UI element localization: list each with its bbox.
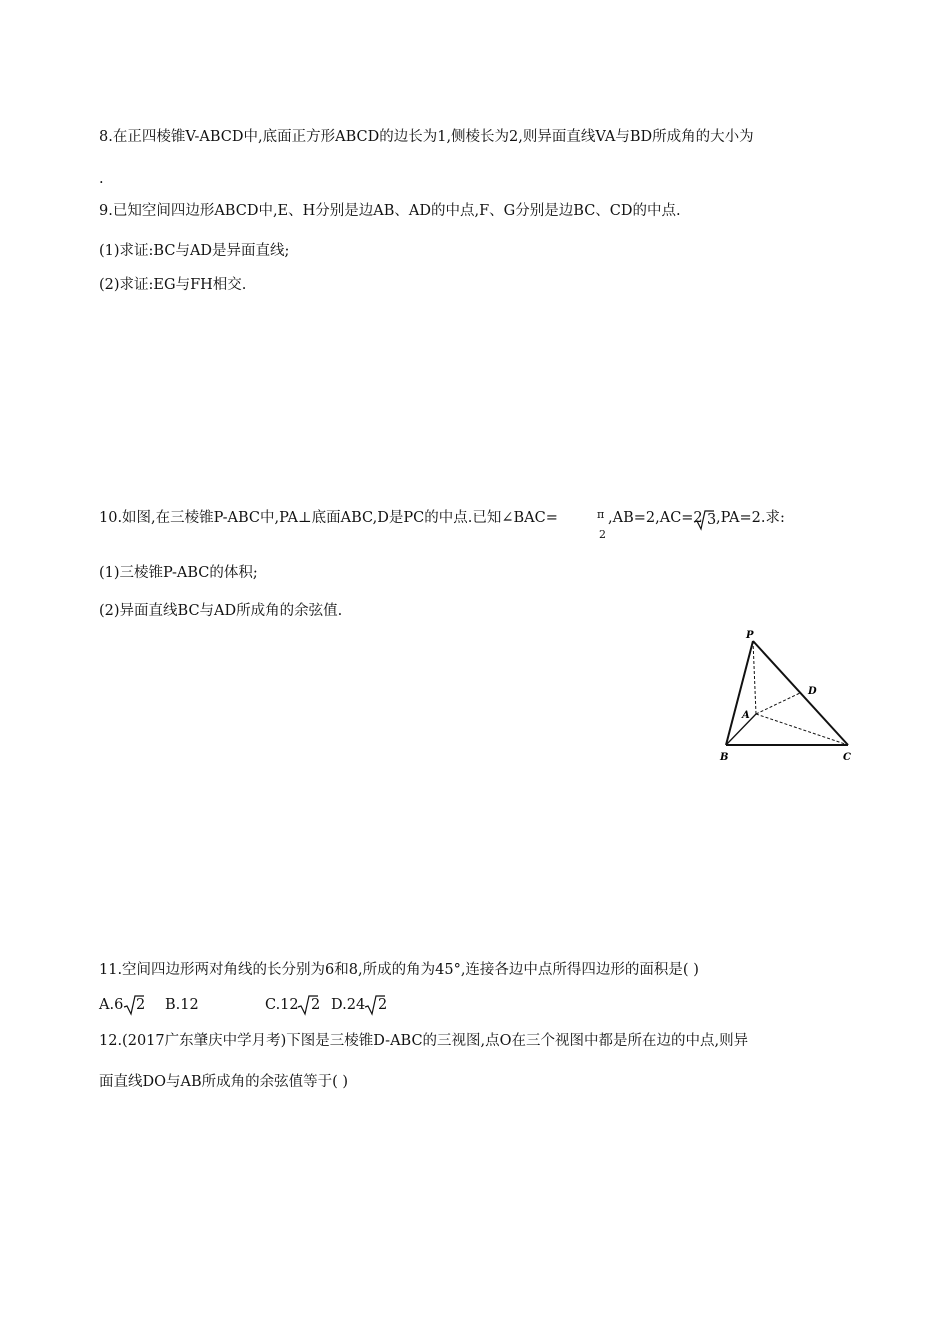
segment-ad	[756, 693, 800, 714]
q10-part1: (1)三棱锥P-ABC的体积;	[99, 565, 258, 581]
q11-option-c-radicand: 2	[311, 997, 321, 1013]
q8-answer-blank: .	[99, 171, 104, 187]
q9-part2: (2)求证:EG与FH相交.	[99, 277, 247, 293]
label-a: A	[742, 710, 750, 721]
q11-option-a-radicand: 2	[136, 997, 146, 1013]
q11-option-c: C.12	[265, 997, 299, 1013]
edge-pa	[753, 641, 756, 714]
q11-option-b: B.12	[165, 997, 199, 1013]
label-c: C	[843, 752, 851, 763]
q11-text: 11.空间四边形两对角线的长分别为6和8,所成的角为45°,连接各边中点所得四边形的面积是( )	[99, 962, 699, 978]
q9-text: 9.已知空间四边形ABCD中,E、H分别是边AB、AD的中点,F、G分别是边BC、CD的中点.	[99, 203, 681, 219]
label-d: D	[808, 686, 817, 697]
q12-line1: 12.(2017广东肇庆中学月考)下图是三棱锥D-ABC的三视图,点O在三个视图中都是所在边的中点,则异	[99, 1033, 749, 1049]
label-b: B	[720, 752, 729, 763]
q10-fraction-denominator: 2	[599, 528, 606, 541]
q11-option-d-radicand: 2	[378, 997, 388, 1013]
q11-option-d: D.24	[331, 997, 366, 1013]
q10-sqrt-value: 3	[707, 512, 717, 528]
label-p: P	[746, 630, 754, 641]
q9-part1: (1)求证:BC与AD是异面直线;	[99, 243, 290, 259]
q10-pi-numerator: π	[597, 508, 605, 521]
q10-text-c: ,PA=2.求:	[716, 510, 785, 526]
q11-option-a: A.6	[99, 997, 124, 1013]
q8-text: 8.在正四棱锥V-ABCD中,底面正方形ABCD的边长为1,侧棱长为2,则异面直线VA与BD所成角的大小为	[99, 129, 754, 145]
tetrahedron-figure	[718, 628, 858, 764]
q10-text-b: ,AB=2,AC=2	[608, 510, 703, 526]
q12-line2: 面直线DO与AB所成角的余弦值等于( )	[99, 1074, 349, 1090]
q10-part2: (2)异面直线BC与AD所成角的余弦值.	[99, 603, 343, 619]
edge-pb	[726, 641, 753, 745]
q10-text-a: 10.如图,在三棱锥P-ABC中,PA⊥底面ABC,D是PC的中点.已知∠BAC=	[99, 510, 558, 526]
